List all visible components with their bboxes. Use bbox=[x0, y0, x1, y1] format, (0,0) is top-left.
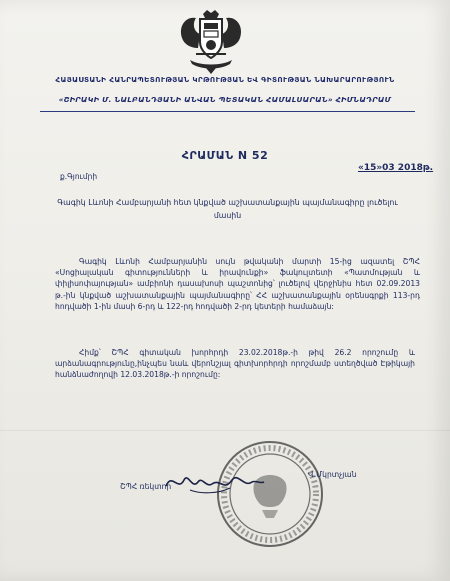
order-city: ք.Գյումրի bbox=[60, 172, 98, 181]
body-paragraph-2: Հիմք՝ ՇՊՀ գիտական խորհրդի 23.02.2018թ.-ի թիվ 26.2 որոշումը և արձանագրությունը,ինչպես նաև վերոնշյալ գիտխորհրդի որոշմամբ ստեղծված Էթիկայի հանձնաժողովի 12.03.2018թ.-ի որոշումը: bbox=[55, 348, 415, 380]
ministry-heading: ՀԱՅԱՍՏԱՆԻ ՀԱՆՐԱՊԵՏՈՒԹՅԱՆ ԿՐԹՈՒԹՅԱՆ ԵՎ ԳԻՏՈՒԹՅԱՆ ՆԱԽԱՐԱՐՈՒԹՅՈՒՆ bbox=[55, 75, 395, 84]
rector-signature bbox=[160, 462, 270, 502]
coat-of-arms-emblem bbox=[176, 8, 246, 76]
order-date: «15»03 2018թ. bbox=[358, 163, 434, 173]
header-divider bbox=[40, 111, 415, 112]
body-paragraph-1: Գագիկ Լևոնի Համբարյանին սույն թվականի մարտի 15-ից ազատել ՇՊՀ «Սոցիալական գիտությունների և իրավունքի» ֆակուլտետի «Պատմության և փիլիսոփայության» ամբիոնի դասախոսի պաշտոնից՝ լուծելով վերջինիս հետ 02.09.2013 թ.-ին կնքված աշխատանքային պայմանագիրը՝ ՀՀ աշխատանքային օրենսգրքի 113-րդ հոդվածի 1-ին մասի 6-րդ և 122-րդ հոդվածի 2-րդ կետերի համաձայն: bbox=[55, 257, 420, 311]
paper-fold-line bbox=[0, 430, 450, 431]
university-heading: «ՇԻՐԱԿԻ Մ. ՆԱԼԲԱՆԴՅԱՆԻ ԱՆՎԱՆ ՊԵՏԱԿԱՆ ՀԱՄԱԼՍԱՐԱՆ» ՀԻՄՆԱԴՐԱՄ bbox=[58, 95, 392, 104]
rector-title: ՇՊՀ ռեկտոր bbox=[120, 482, 172, 491]
order-title: ՀՐԱՄԱՆ N 52 bbox=[181, 149, 269, 162]
order-subject: Գագիկ Լևոնի Համբարյանի հետ կնքված աշխատանքային պայմանագիրը լուծելու մասին bbox=[57, 198, 398, 220]
rector-name: Վ.Մկրտչյան bbox=[308, 470, 357, 479]
